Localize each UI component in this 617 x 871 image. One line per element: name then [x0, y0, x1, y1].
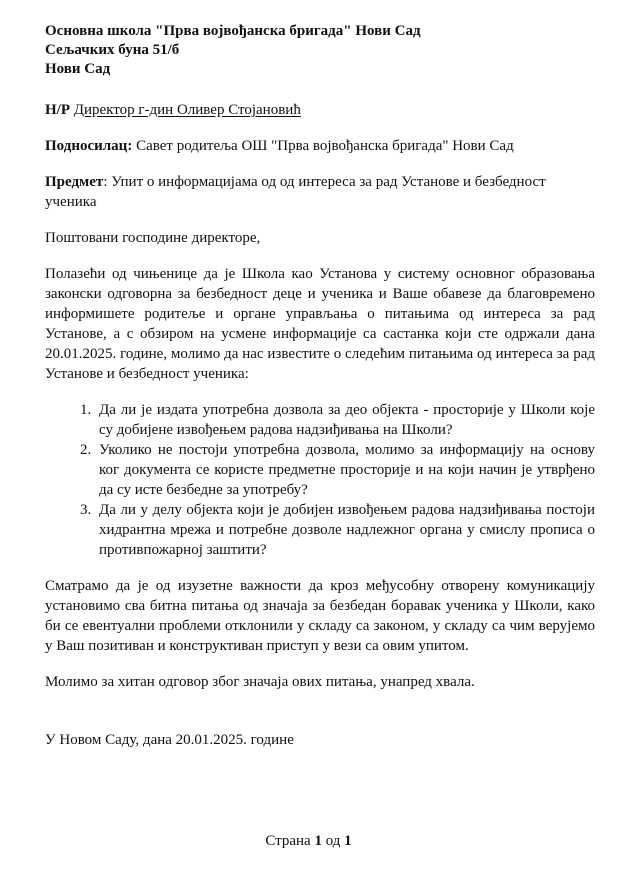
- sender-block: [45, 22, 595, 79]
- salutation: Поштовани господине директоре,: [45, 230, 261, 246]
- subject-value: : Упит о информацијама од од интереса за рад Установе и безбедност ученика: [45, 174, 546, 210]
- attention-label: Н/Р: [45, 102, 70, 118]
- footer-page-number: 1: [314, 833, 322, 849]
- subject-line: [45, 172, 595, 212]
- intro-paragraph: Полазећи од чињенице да је Школа као Установа у систему основног образовања законски одговорна за безбедност деце и ученика и Ваше обавезе да благовремено информишете родитеље и органе управљања о питањима од интереса за рад Установе, а с обзиром на усмене информације са састанка који сте одржали дана 20.01.2025. године, молимо да нас известите о следећим питањима од интереса за рад Установе и безбедност ученика:: [45, 266, 595, 382]
- footer-page-word: Страна: [265, 833, 311, 849]
- place-date-line: У Новом Саду, дана 20.01.2025. године: [45, 732, 294, 748]
- submitter-value: Савет родитеља ОШ "Прва војвођанска бригада" Нови Сад: [136, 138, 514, 154]
- question-item-2: 2. Уколико не постоји употребна дозвола, молимо за информацију на основу ког документа се користе предметне просторије и на који начин је утврђено да су исте безбедне за употребу?: [95, 440, 595, 500]
- submitter-line: [45, 136, 595, 156]
- page-footer: [0, 831, 617, 851]
- attention-recipient: Директор г-дин Оливер Стојановић: [73, 102, 301, 118]
- closing-paragraph: Сматрамо да је од изузетне важности да кроз међусобну отворену комуникацију установимо сва битна питања од значаја за безбедан боравак ученика у Школи, како би се евентуални проблеми отклонили у складу са законом, у складу са чим верујемо у Ваш позитиван и конструктиван приступ у вези са овим упитом.: [45, 578, 595, 654]
- school-city: Нови Сад: [45, 61, 111, 77]
- subject-label: Предмет: [45, 174, 104, 190]
- school-address: Сељачких буна 51/б: [45, 42, 180, 58]
- urgency-line: Молимо за хитан одговор због значаја ових питања, унапред хвала.: [45, 674, 475, 690]
- footer-total-pages: 1: [344, 833, 352, 849]
- submitter-label: Подносилац:: [45, 138, 133, 154]
- question-item-1: 1. Да ли је издата употребна дозвола за део објекта - просторије у Школи које су добијене извођењем радова надзиђивања на Школи?: [95, 400, 595, 440]
- attention-line: [45, 100, 595, 120]
- footer-of-word: од: [325, 833, 341, 849]
- questions-list: [45, 400, 595, 560]
- school-name: Основна школа "Прва војвођанска бригада" Нови Сад: [45, 23, 421, 39]
- question-item-3: 3. Да ли у делу објекта који је добијен извођењем радова надзиђивања постоји хидрантна мрежа и потребне дозволе надлежног органа у смислу прописа о противпожарној заштити?: [95, 500, 595, 560]
